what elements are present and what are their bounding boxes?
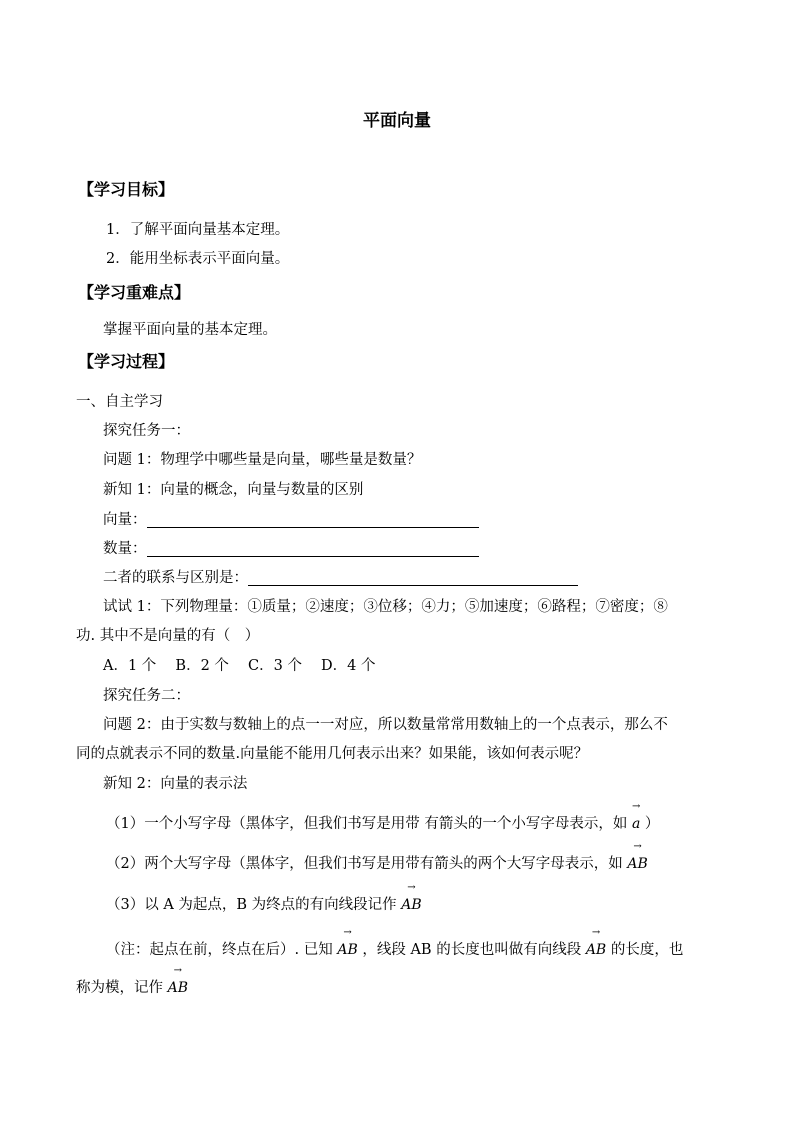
task2-heading: 探究任务二： <box>103 688 190 704</box>
arrow-icon: → <box>407 882 416 893</box>
vector-ab-symbol <box>167 965 189 998</box>
answer-options: A．1 个 B．2 个 C．3 个 D．4 个 <box>103 658 376 674</box>
vector-ab-letters: AB <box>337 942 358 958</box>
representation-1-close: ） <box>644 816 660 832</box>
vector-ab-letters: AB <box>167 980 189 996</box>
vector-ab-symbol <box>627 841 648 874</box>
objectives-heading: 【学习目标】 <box>78 180 175 199</box>
arrow-icon: → <box>633 841 642 852</box>
vector-ab-symbol <box>585 927 607 960</box>
task1-heading: 探究任务一： <box>103 423 190 439</box>
representation-1-text: （1）一个小写字母（黑体字，但我们书写是用带 有箭头的一个小写字母表示，如 <box>106 816 628 832</box>
process-heading: 【学习过程】 <box>78 352 175 371</box>
arrow-icon: → <box>631 801 641 812</box>
try1-line2: 功. 其中不是向量的有（ ） <box>76 628 260 644</box>
objective-1: 1．了解平面向量基本定理。 <box>106 222 290 238</box>
note-part-b: ，线段 AB 的长度也叫做有向线段 <box>362 942 582 958</box>
question-2-line1: 问题 2：由于实数与数轴上的点一一对应，所以数量常常用数轴上的一个点表示，那么不 <box>103 717 668 733</box>
scalar-label: 数量： <box>103 541 147 557</box>
question-1: 问题 1：物理学中哪些量是向量，哪些量是数量？ <box>103 452 422 468</box>
representation-2 <box>106 841 648 874</box>
try1-line1: 试试 1：下列物理量：①质量；②速度；③位移；④力；⑤加速度；⑥路程；⑦密度；⑧ <box>103 599 668 615</box>
scalar-definition-row <box>103 539 479 559</box>
relation-answer-blank[interactable] <box>248 569 578 586</box>
vector-ab-symbol <box>337 927 358 960</box>
question-2-line2: 同的点就表示不同的数量.向量能不能用几何表示出来？如果能，该如何表示呢？ <box>76 746 589 762</box>
vector-a-letter: a <box>631 816 641 832</box>
part1-heading: 一、自主学习 <box>76 394 163 410</box>
relation-label: 二者的联系与区别是： <box>103 570 248 586</box>
vector-ab-letters: AB <box>401 897 422 913</box>
arrow-icon: → <box>173 965 182 976</box>
representation-1 <box>106 801 660 834</box>
vector-label: 向量： <box>103 512 147 528</box>
vector-a-symbol <box>631 801 641 834</box>
new-knowledge-2: 新知 2：向量的表示法 <box>103 776 248 792</box>
vector-ab-symbol <box>401 882 422 915</box>
arrow-icon: → <box>591 927 601 938</box>
representation-3-text: （3）以 A 为起点，B 为终点的有向线段记作 <box>106 897 397 913</box>
key-point-text: 掌握平面向量的基本定理。 <box>103 322 277 338</box>
note-line2 <box>76 965 189 998</box>
note-line1 <box>106 927 684 960</box>
note-part-c: 的长度，也 <box>610 942 684 958</box>
arrow-icon: → <box>343 927 352 938</box>
relation-row <box>103 568 578 588</box>
key-points-heading: 【学习重难点】 <box>78 283 191 302</box>
representation-2-text: （2）两个大写字母（黑体字，但我们书写是用带有箭头的两个大写字母表示，如 <box>106 856 623 872</box>
vector-ab-letters: AB <box>627 856 648 872</box>
representation-3 <box>106 882 422 915</box>
page-title: 平面向量 <box>363 111 431 131</box>
new-knowledge-1: 新知 1：向量的概念，向量与数量的区别 <box>103 482 364 498</box>
objective-2: 2．能用坐标表示平面向量。 <box>106 251 290 267</box>
note-part-a: （注：起点在前，终点在后）. 已知 <box>106 942 333 958</box>
vector-ab-letters: AB <box>585 942 607 958</box>
scalar-answer-blank[interactable] <box>147 540 479 557</box>
vector-answer-blank[interactable] <box>147 511 479 528</box>
vector-definition-row <box>103 510 479 530</box>
note-part-d: 称为模，记作 <box>76 980 163 996</box>
